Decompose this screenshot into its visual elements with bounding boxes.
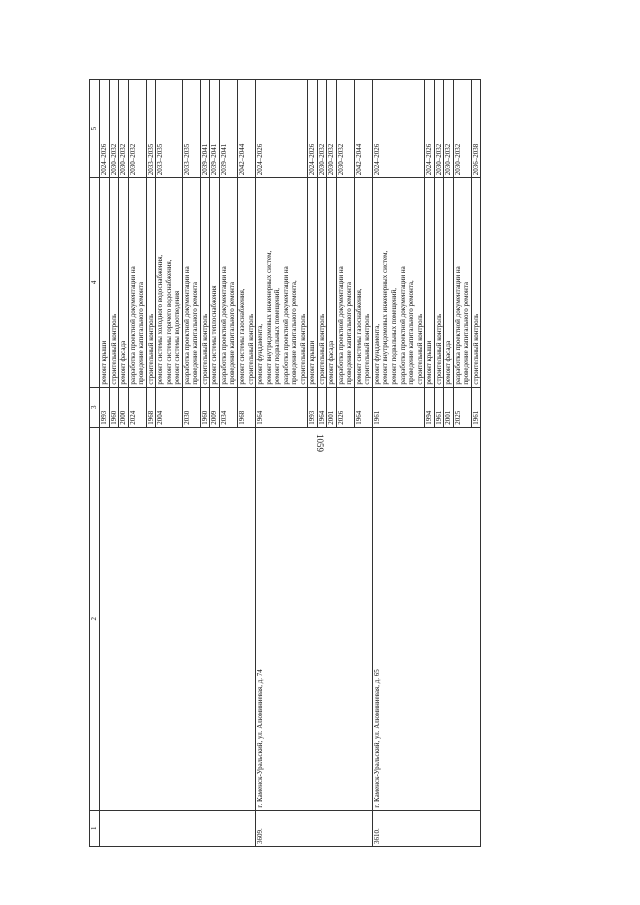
period-cell: 2033–2035: [182, 80, 200, 178]
work-line: ремонт фасада: [119, 340, 128, 385]
work-line: разработка проектной документации на: [219, 266, 228, 385]
works-cell: [317, 178, 327, 387]
work-line: ремонт фасада: [444, 340, 453, 385]
period-cell: 2030–2032: [336, 80, 354, 178]
row-number-cell: [100, 810, 256, 846]
header-col-1: 1: [90, 810, 100, 846]
works-cell: [200, 178, 210, 387]
work-line: ремонт системы холодного водоснабжения,: [156, 254, 165, 385]
work-line: проведение капитального ремонта,: [290, 280, 299, 385]
work-line: ремонт фасада: [327, 340, 336, 385]
row-number-cell: 3610.: [372, 810, 480, 846]
work-line: ремонт фундамента,: [372, 323, 381, 385]
works-cell: [336, 178, 354, 387]
work-line: ремонт крыши: [425, 340, 434, 385]
works-cell: [444, 178, 454, 387]
work-line: проведение капитального ремонта: [191, 282, 200, 385]
year-cell: 2001: [444, 387, 454, 427]
work-line: ремонт подвальных помещений,: [273, 287, 282, 385]
work-line: строительный контроль: [415, 313, 424, 385]
year-cell: 1964: [354, 387, 372, 427]
period-cell: 2024–2026: [256, 80, 308, 178]
work-line: строительный контроль: [146, 313, 155, 385]
work-line: строительный контроль: [434, 313, 443, 385]
year-cell: 2000: [119, 387, 129, 427]
period-cell: 2024–2026: [372, 80, 424, 178]
works-cell: [372, 178, 424, 387]
period-cell: 2033–2035: [146, 80, 156, 178]
year-cell: 2004: [156, 387, 183, 427]
work-line: проведение капитального ремонта: [137, 282, 146, 385]
year-cell: 2025: [453, 387, 471, 427]
table-row: [256, 80, 308, 847]
period-cell: 2030–2032: [119, 80, 129, 178]
year-cell: 1993: [100, 387, 110, 427]
work-line: строительный контроль: [200, 313, 209, 385]
work-line: ремонт крыши: [100, 340, 108, 385]
work-line: ремонт системы газоснабжения,: [354, 288, 363, 385]
work-line: ремонт внутридомовых инженерных систем,: [381, 250, 390, 385]
table-frame: [89, 79, 597, 847]
work-line: строительный контроль: [317, 313, 326, 385]
works-cell: [471, 178, 481, 387]
work-line: разработка проектной документации на: [336, 266, 345, 385]
work-line: строительный контроль: [246, 313, 255, 385]
header-col-5: 5: [90, 80, 100, 178]
period-cell: 2024–2026: [425, 80, 435, 178]
work-line: ремонт системы теплоснабжения: [210, 285, 219, 385]
works-cell: [453, 178, 471, 387]
header-col-2: 2: [90, 427, 100, 810]
year-cell: 1960: [109, 387, 119, 427]
period-cell: 2039–2041: [219, 80, 237, 178]
work-line: ремонт подвальных помещений,: [390, 287, 398, 385]
work-line: разработка проектной документации на: [182, 266, 191, 385]
year-cell: 1961: [372, 387, 424, 427]
table-body: [100, 80, 481, 847]
work-line: проведение капитального ремонта: [345, 282, 354, 385]
period-cell: 2039–2041: [210, 80, 220, 178]
works-cell: [128, 178, 146, 387]
year-cell: 2030: [182, 387, 200, 427]
works-cell: [354, 178, 372, 387]
period-cell: 2030–2032: [434, 80, 444, 178]
address-cell: [100, 427, 256, 810]
repair-schedule-table: [89, 79, 481, 847]
period-cell: 2030–2032: [327, 80, 337, 178]
header-row: [90, 80, 100, 847]
year-cell: 1964: [256, 387, 308, 427]
year-cell: 2009: [210, 387, 220, 427]
period-cell: 2039–2041: [200, 80, 210, 178]
work-line: строительный контроль: [471, 313, 480, 385]
year-cell: 2001: [327, 387, 337, 427]
work-line: ремонт системы водоотведения: [173, 290, 182, 385]
work-line: ремонт системы горячего водоснабжения,: [164, 259, 173, 385]
period-cell: 2030–2032: [453, 80, 471, 178]
year-cell: 1994: [425, 387, 435, 427]
works-cell: [219, 178, 237, 387]
header-col-4: 4: [90, 178, 100, 387]
year-cell: 1968: [237, 387, 255, 427]
year-cell: 2034: [219, 387, 237, 427]
rotated-table-container: [89, 79, 597, 847]
year-cell: 2026: [336, 387, 354, 427]
year-cell: 1961: [434, 387, 444, 427]
work-line: строительный контроль: [298, 313, 307, 385]
page-number: 1059: [315, 434, 325, 452]
works-cell: [182, 178, 200, 387]
period-cell: 2030–2032: [317, 80, 327, 178]
work-line: разработка проектной документации на: [281, 266, 290, 385]
period-cell: 2024–2026: [100, 80, 110, 178]
works-cell: [100, 178, 110, 387]
work-line: ремонт внутридомовых инженерных систем,: [264, 250, 273, 385]
work-line: ремонт фундамента,: [256, 323, 265, 385]
works-cell: [327, 178, 337, 387]
period-cell: 2036–2038: [471, 80, 481, 178]
period-cell: 2033–2035: [156, 80, 183, 178]
table-row: [100, 80, 110, 847]
year-cell: 1964: [317, 387, 327, 427]
header-col-3: 3: [90, 387, 100, 427]
works-cell: [210, 178, 220, 387]
works-cell: [308, 178, 318, 387]
works-cell: [425, 178, 435, 387]
work-line: строительный контроль: [109, 313, 118, 385]
period-cell: 2030–2032: [444, 80, 454, 178]
works-cell: [119, 178, 129, 387]
period-cell: 2024–2026: [308, 80, 318, 178]
works-cell: [256, 178, 308, 387]
period-cell: 2030–2032: [109, 80, 119, 178]
period-cell: 2042–2044: [354, 80, 372, 178]
table-row: [372, 80, 424, 847]
address-cell: г. Каменск-Уральский, ул. Алюминиевая, д. 65: [372, 427, 480, 810]
work-line: проведение капитального ремонта: [462, 282, 471, 385]
works-cell: [146, 178, 156, 387]
work-line: разработка проектной документации на: [453, 266, 462, 385]
work-line: строительный контроль: [363, 313, 372, 385]
period-cell: 2030–2032: [128, 80, 146, 178]
work-line: разработка проектной документации на: [398, 266, 407, 385]
works-cell: [109, 178, 119, 387]
year-cell: 1960: [200, 387, 210, 427]
works-cell: [156, 178, 183, 387]
work-line: проведение капитального ремонта,: [407, 280, 416, 385]
work-line: ремонт системы газоснабжения,: [237, 288, 246, 385]
year-cell: 2024: [128, 387, 146, 427]
work-line: разработка проектной документации на: [128, 266, 137, 385]
works-cell: [434, 178, 444, 387]
work-line: ремонт крыши: [308, 340, 317, 385]
year-cell: 1968: [146, 387, 156, 427]
year-cell: 1961: [471, 387, 481, 427]
works-cell: [237, 178, 255, 387]
year-cell: 1993: [308, 387, 318, 427]
address-cell: г. Каменск-Уральский, ул. Алюминиевая, д. 74: [256, 427, 373, 810]
period-cell: 2042–2044: [237, 80, 255, 178]
row-number-cell: 3609.: [256, 810, 373, 846]
work-line: проведение капитального ремонта: [228, 282, 237, 385]
